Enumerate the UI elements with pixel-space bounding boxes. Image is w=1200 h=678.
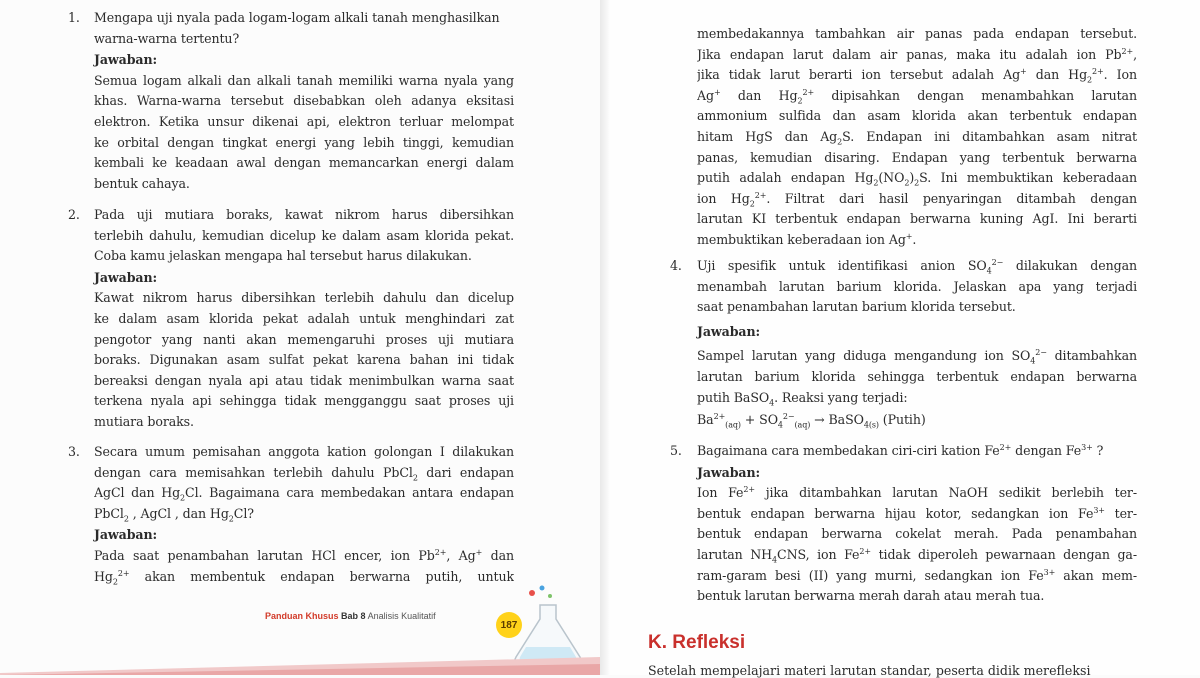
right-page (610, 0, 1200, 675)
answer-text: membedakannya tambahkan air panas pada endapan tersebut. (697, 26, 1137, 41)
question-5 (670, 441, 1137, 607)
reaction-equation: $Ba^{2+}_{(aq)} + SO_4^{2-}_{(aq)}$ → BaSO$_{4(s)}$ (Putih) (697, 411, 926, 430)
footer-chapter: Bab 8 (341, 611, 366, 621)
answer-text: $Hg_2^{2+}$ akan membentuk endapan berwarna putih, untuk (94, 568, 514, 587)
question-number: 4. (670, 258, 682, 273)
answer-text: larutan barium klorida sehingga terbentuk endapan berwarna (697, 368, 1137, 384)
question-text: AgCl dan $Hg_2Cl$. Bagaimana cara membedakan antara endapan (94, 485, 514, 503)
page-number-badge: 187 (496, 612, 522, 638)
footer-chapter-title: Analisis Kualitatif (367, 611, 436, 621)
answer-text: jika tidak larut berarti ion tersebut adalah Ag+ dan $Hg_2^{2+}$. Ion (697, 67, 1137, 85)
question-text: dengan cara memisahkan terlebih dahulu PbCl$_2$ dari endapan (94, 464, 514, 483)
answer-text: bentuk cahaya. (94, 175, 190, 191)
answer-label: Jawaban: (94, 52, 158, 68)
question-number: 5. (670, 443, 682, 458)
answer-text: bentuk endapan berwarna cokelat merah. Pada penambahan (697, 526, 1137, 542)
question-text: saat penambahan larutan barium klorida tersebut. (697, 299, 1016, 315)
answer-text: putih adalah endapan $Hg_2(NO_2)_2S$. Ini membuktikan keberadaan (697, 170, 1137, 188)
answer-text: Ion $Fe^{2+}$ jika ditambahkan larutan NaOH sedikit berlebih ter- (697, 485, 1137, 501)
answer-text: larutan $NH_4CNS$, ion $Fe^{2+}$ tidak diperoleh pewarnaan dengan ga- (697, 546, 1137, 565)
answer-text: bereaksi dengan nyala api atau tidak menimbulkan warna saat (94, 372, 514, 388)
question-text: Secara umum pemisahan anggota kation golongan I dilakukan (94, 444, 514, 459)
answer-continuation (697, 24, 1137, 251)
answer-text: ram-garam besi (II) yang murni, sedangkan ion $Fe^{3+}$ akan mem- (697, 567, 1137, 583)
question-3 (68, 442, 514, 587)
question-text: Bagaimana cara membedakan ciri-ciri kation $Fe^{2+}$ dengan $Fe^{3+}$ ? (697, 442, 1104, 458)
question-text: Pada uji mutiara boraks, kawat nikrom harus dibersihkan (94, 207, 514, 222)
footer-book-title: Panduan Khusus (265, 611, 339, 621)
answer-text: ke dalam asam klorida pekat adalah untuk menghindari zat (94, 310, 514, 326)
answer-text: ke orbital dengan tingkat energi yang lebih tinggi, kemudian (94, 134, 514, 150)
question-number: 2. (68, 207, 80, 222)
question-text: terlebih dahulu, kemudian dicelup ke dalam asam klorida pekat. (94, 227, 514, 243)
answer-text: Kawat nikrom harus dibersihkan terlebih dahulu dan dicelup (94, 290, 514, 306)
question-text: Mengapa uji nyala pada logam-logam alkali tanah menghasilkan (94, 10, 500, 25)
section-title: K. Refleksi (648, 632, 746, 653)
answer-text: kembali ke keadaan awal dengan memancarkan energi dalam (94, 155, 514, 171)
answer-text: bentuk larutan berwarna merah darah atau merah tua. (697, 588, 1045, 604)
answer-text: ion $Hg_2^{2+}$. Filtrat dari hasil penyaringan ditambah dengan (697, 190, 1137, 209)
reflection-text: Setelah mempelajari materi larutan standar, peserta didik merefleksi (648, 663, 1091, 678)
question-text: Uji spesifik untuk identifikasi anion $SO_4^{2-}$ dilakukan dengan (697, 257, 1137, 276)
answer-text: pengotor yang nanti akan memengaruhi proses uji mutiara (94, 331, 514, 347)
page-footer (265, 611, 436, 637)
answer-text: Sampel larutan yang diduga mengandung ion $SO_4^{2-}$ ditambahkan (697, 348, 1137, 366)
page-gutter (600, 0, 610, 675)
question-text: warna-warna tertentu? (94, 30, 240, 46)
left-page (0, 0, 600, 675)
answer-text: khas. Warna-warna tersebut disebabkan oleh adanya eksitasi (94, 93, 514, 109)
question-text: PbCl$_2$ , AgCl , dan $Hg_2Cl$? (94, 505, 254, 524)
question-text: menambah larutan barium klorida. Jelaskan apa yang terjadi (697, 278, 1137, 294)
question-1 (68, 8, 514, 194)
answer-text: hitam HgS dan $Ag_2S$. Endapan ini ditambahkan asam nitrat (697, 128, 1137, 147)
answer-text: Ag+ dan $Hg_2^{2+}$ dipisahkan dengan menambahkan larutan (697, 87, 1137, 106)
answer-text: terkena nyala api sehingga tidak mengganggu saat proses uji (94, 393, 514, 409)
answer-text: elektron. Ketika unsur dikenai api, elektron terluar melompat (94, 113, 514, 129)
answer-text: boraks. Digunakan asam sulfat pekat karena bahan ini tidak (94, 352, 514, 368)
answer-text: Jika endapan larut dalam air panas, maka itu adalah ion $Pb^{2+}$, (697, 46, 1137, 62)
answer-text: ammonium sulfida dan asam klorida akan terbentuk endapan (697, 108, 1137, 124)
answer-text: Pada saat penambahan larutan HCl encer, ion $Pb^{2+}$, Ag+ dan (94, 547, 514, 563)
answer-label: Jawaban: (697, 323, 761, 339)
question-2 (68, 205, 514, 433)
answer-text: bentuk endapan berwarna hijau kotor, sedangkan ion $Fe^{3+}$ ter- (697, 505, 1137, 521)
question-number: 3. (68, 444, 80, 459)
question-text: Coba kamu jelaskan mengapa hal tersebut harus dilakukan. (94, 248, 472, 264)
answer-text: membuktikan keberadaan ion Ag+. (697, 231, 917, 247)
decorative-band (0, 655, 600, 675)
answer-text: larutan KI terbentuk endapan berwarna kuning AgI. Ini berarti (697, 211, 1137, 227)
answer-text: panas, kemudian disaring. Endapan yang terbentuk berwarna (697, 149, 1137, 165)
answer-text: Semua logam alkali dan alkali tanah memiliki warna nyala yang (94, 72, 514, 88)
answer-label: Jawaban: (94, 269, 158, 285)
answer-label: Jawaban: (697, 464, 761, 480)
answer-text: putih BaSO$_4$. Reaksi yang terjadi: (697, 389, 908, 408)
question-number: 1. (68, 10, 80, 25)
answer-text: mutiara boraks. (94, 413, 194, 429)
question-4 (670, 256, 1137, 431)
answer-label: Jawaban: (94, 527, 158, 543)
